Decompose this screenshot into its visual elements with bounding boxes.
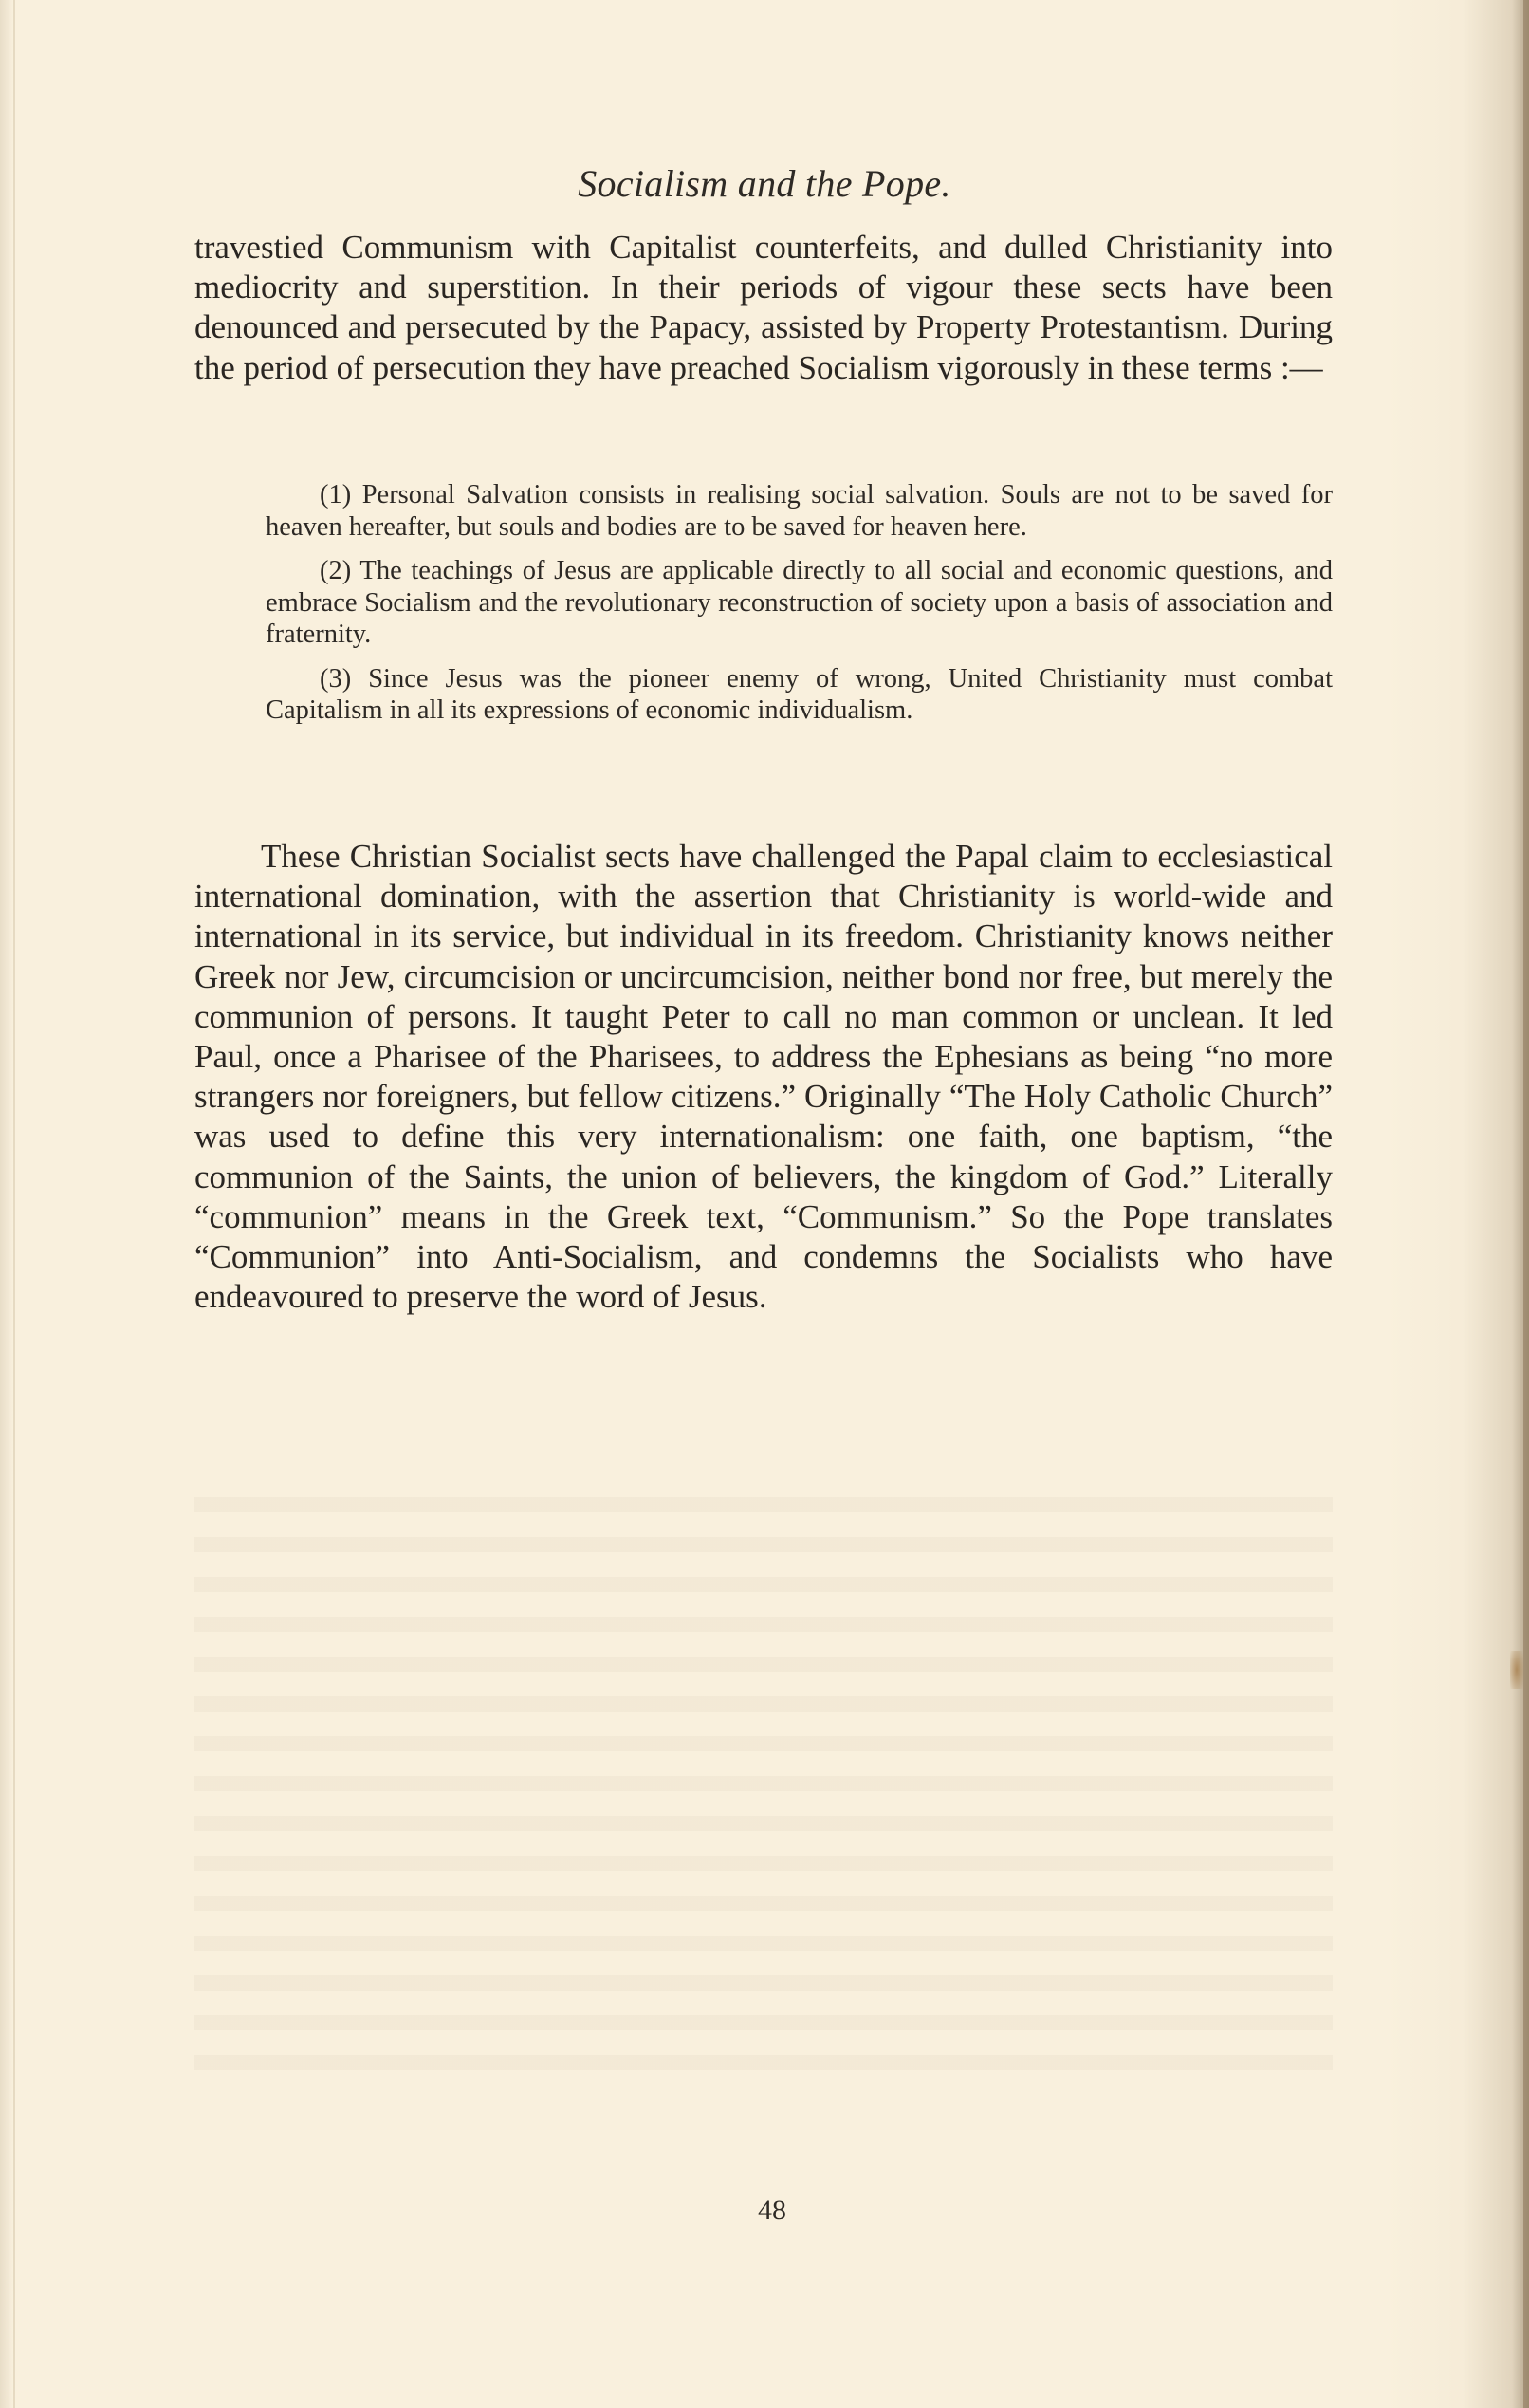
paragraph-continued: travestied Communism with Capitalist counterfeits, and dulled Christianity into mediocrity and superstition. In their periods of vigour these sects have been denounced and persecuted by the Papacy, assisted by Property Protestantism. During the period of persecution they have preached Socialism vigorously in these terms :—	[194, 229, 1333, 386]
page-number: 48	[758, 2195, 786, 2226]
paragraph-christian-socialist-sects: These Christian Socialist sects have challenged the Papal claim to ecclesiastical international domination, with the assertion that Christianity is world-wide and international in its service, but individual in its freedom. Christianity knows neither Greek nor Jew, circumcision or uncircumcision, neither bond nor free, but merely the communion of persons. It taught Peter to call no man common or unclean. It led Paul, once a Pharisee of the Pharisees, to address the Ephesians as being “no more strangers nor foreigners, but fellow citizens.” Originally “The Holy Catholic Church” was used to define this very internationalism: one faith, one baptism, “the communion of the Saints, the union of believers, the kingdom of God.” Literally “communion” means in the Greek text, “Communism.” So the Pope translates “Communion” into Anti-Socialism, and condemns the Socialists who have endeavoured to preserve the word of Jesus.	[194, 838, 1333, 1316]
page-edge-right-binding	[1523, 0, 1529, 2408]
list-item-number: (3)	[320, 663, 352, 694]
list-item-text: Since Jesus was the pioneer enemy of wrong, United Christianity must combat Capitalism in all its expressions of economic individualism.	[266, 663, 1333, 725]
list-item	[266, 479, 1333, 543]
list-item-text: The teachings of Jesus are applicable directly to all social and economic questions, and embrace Socialism and the revolutionary reconstruction of society upon a basis of association and fraternity.	[266, 556, 1333, 649]
list-item	[266, 663, 1333, 727]
list-item-number: (2)	[320, 556, 352, 585]
list-item-text: Personal Salvation consists in realising social salvation. Souls are not to be saved for heaven hereafter, but souls and bodies are to be saved for heaven here.	[266, 480, 1334, 542]
show-through-text	[194, 1480, 1333, 2087]
paper-stain	[1510, 1651, 1523, 1689]
page-edge-left	[13, 0, 15, 2408]
running-title: Socialism and the Pope.	[578, 162, 951, 205]
list-item	[266, 555, 1333, 651]
numbered-terms-list	[266, 479, 1333, 739]
list-item-number: (1)	[320, 480, 352, 509]
